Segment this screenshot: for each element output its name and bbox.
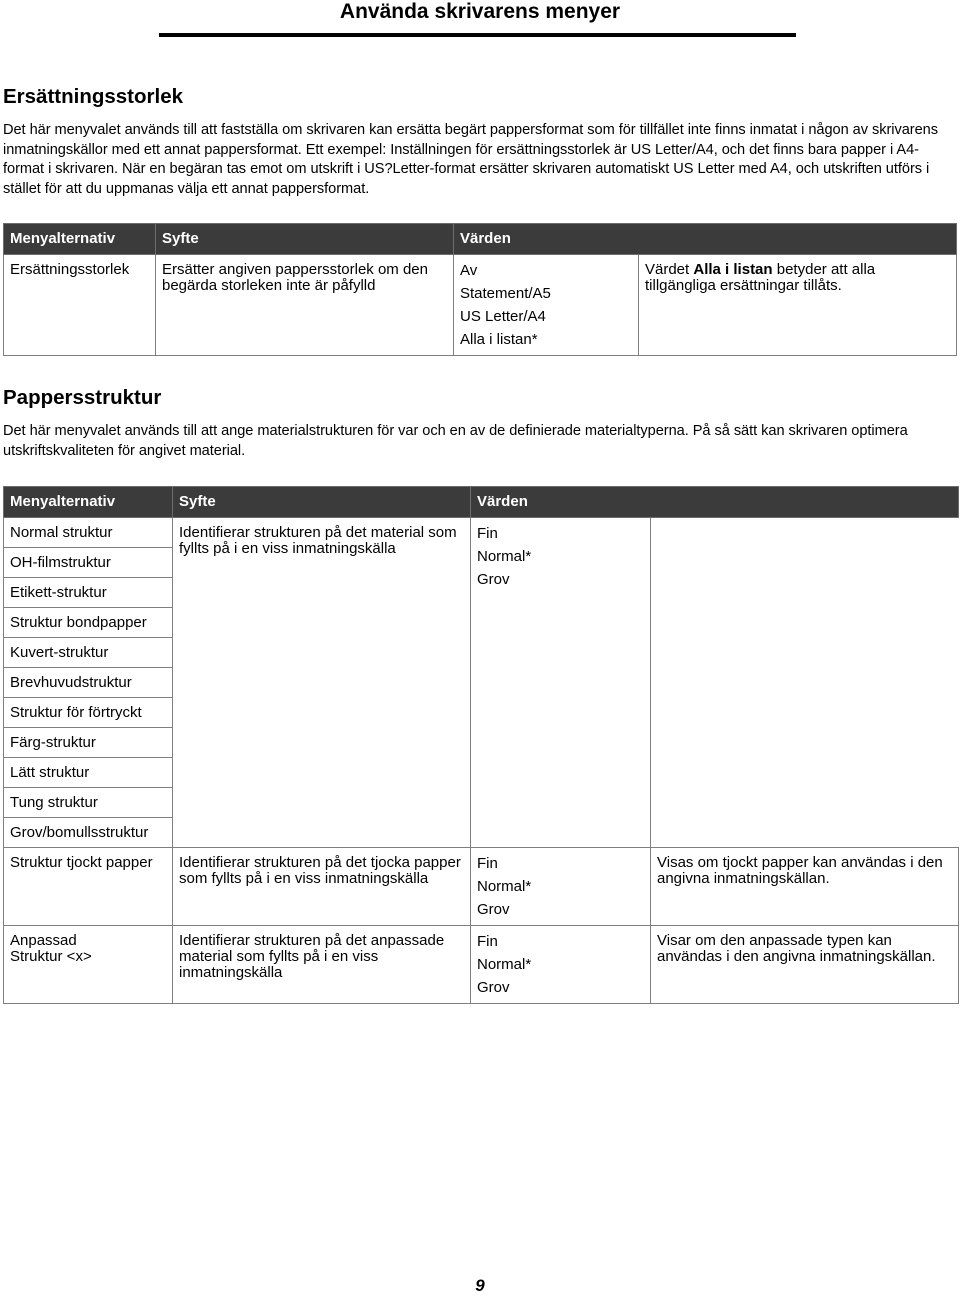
section-heading-texture: Pappersstruktur <box>3 386 162 409</box>
running-header-title: Använda skrivarens menyer <box>339 0 621 23</box>
menu-item-cell: Struktur bondpapper <box>4 608 173 638</box>
note-cell: Visas om tjockt papper kan användas i den angivna inmatningskällan. <box>651 848 959 926</box>
value-item: Grov <box>477 901 510 918</box>
note-cell <box>639 255 957 356</box>
value-item: Fin <box>477 855 498 872</box>
purpose-cell: Ersätter angiven pappersstorlek om den begärda storleken inte är påfylld <box>156 255 454 356</box>
menu-item-line: Anpassad <box>10 932 77 949</box>
menu-item-cell: Kuvert-struktur <box>4 638 173 668</box>
value-item: Normal* <box>477 548 532 565</box>
section-heading-substitution: Ersättningsstorlek <box>3 85 183 108</box>
substitution-table <box>3 223 957 356</box>
values-cell <box>471 926 651 1004</box>
page-number: 9 <box>475 1276 485 1295</box>
menu-item-cell: Etikett-struktur <box>4 578 173 608</box>
section-paragraph-texture: Det här menyvalet används till att ange materialstrukturen för var och en av de definierade materialtyperna. På så sätt kan skrivaren optimera utskriftskvaliteten för angivet material. <box>3 423 908 459</box>
note-emphasis: Alla i listan <box>693 261 773 278</box>
column-header: Värden <box>454 224 957 255</box>
purpose-cell: Identifierar strukturen på det tjocka papper som fyllts på i en viss inmatningskälla <box>173 848 471 926</box>
table-header-row <box>4 224 957 255</box>
table-header-row <box>4 487 959 518</box>
value-item: Fin <box>477 525 498 542</box>
table-row <box>4 518 959 548</box>
purpose-cell: Identifierar strukturen på det anpassade material som fyllts på i en viss inmatningskälla <box>173 926 471 1004</box>
menu-item-cell <box>4 926 173 1004</box>
table-row <box>4 848 959 926</box>
menu-item-cell: Struktur för förtryckt <box>4 698 173 728</box>
note-text: betyder att alla tillgängliga ersättningar tillåts. <box>645 261 876 294</box>
value-item: Grov <box>477 979 510 996</box>
column-header: Menyalternativ <box>4 487 173 518</box>
value-item: Normal* <box>477 878 532 895</box>
values-cell <box>454 255 639 356</box>
menu-item-line: Struktur <x> <box>10 948 92 965</box>
table-row <box>4 926 959 1004</box>
value-item: Grov <box>477 571 510 588</box>
note-text: Värdet <box>645 261 694 278</box>
menu-item-cell: Brevhuvudstruktur <box>4 668 173 698</box>
column-header: Syfte <box>156 224 454 255</box>
table-row <box>4 255 957 356</box>
value-item: Alla i listan* <box>460 331 538 348</box>
column-header: Menyalternativ <box>4 224 156 255</box>
texture-table <box>3 486 959 1004</box>
values-cell <box>471 518 651 848</box>
note-cell: Visar om den anpassade typen kan användas i den angivna inmatningskällan. <box>651 926 959 1004</box>
menu-item-cell: Ersättningsstorlek <box>4 255 156 356</box>
values-cell <box>471 848 651 926</box>
menu-item-cell: Struktur tjockt papper <box>4 848 173 926</box>
section-paragraph-substitution: Det här menyvalet används till att fastställa om skrivaren kan ersätta begärt pappersformat som för tillfället inte finns inmatat i någon av skrivarens inmatningskällor med ett annat pappersformat. Ett exempel: Inställningen för ersättningsstorlek är US Letter/A4, och det finns bara papper i A4-format i skrivaren. När en begäran tas emot om utskrift i US?Letter-format ersätter skrivaren automatiskt US Letter med A4, och utskriften utförs i stället för att du uppmanas välja ett annat pappersformat. <box>3 122 938 197</box>
menu-item-cell: OH-filmstruktur <box>4 548 173 578</box>
value-item: Statement/A5 <box>460 285 551 302</box>
menu-item-cell: Grov/bomullsstruktur <box>4 818 173 848</box>
menu-item-cell: Färg-struktur <box>4 728 173 758</box>
menu-item-cell: Tung struktur <box>4 788 173 818</box>
running-header <box>0 0 960 24</box>
empty-note-cell <box>651 518 959 848</box>
value-item: Fin <box>477 933 498 950</box>
header-rule <box>159 33 796 37</box>
value-item: US Letter/A4 <box>460 308 546 325</box>
column-header: Syfte <box>173 487 471 518</box>
value-item: Av <box>460 262 478 279</box>
column-header: Värden <box>471 487 959 518</box>
value-item: Normal* <box>477 956 532 973</box>
menu-item-cell: Normal struktur <box>4 518 173 548</box>
menu-item-cell: Lätt struktur <box>4 758 173 788</box>
purpose-cell: Identifierar strukturen på det material som fyllts på i en viss inmatningskälla <box>173 518 471 848</box>
